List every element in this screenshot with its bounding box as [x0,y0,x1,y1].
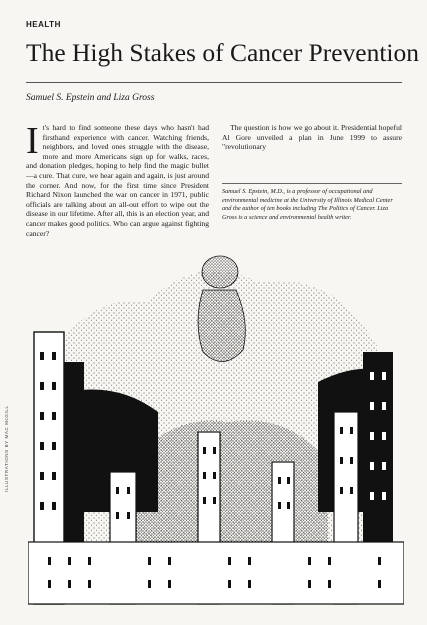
byline: Samuel S. Epstein and Liza Gross [26,93,155,103]
figure-in-smoke [198,256,245,362]
paragraph-2: The question is how we go about it. Presidential hopeful Al Gore unveiled a plan in June 1999 to assure "revolutionary [222,123,402,152]
illustration-credit: ILLUSTRATIONS BY MAC McGILL [4,405,9,492]
section-label: HEALTH [26,20,61,29]
article-body-col2 [222,123,402,152]
paragraph-1: t's hard to find someone these days who hasn't had firsthand experience with cancer. Watching friends, neighbors, and loved ones struggle with the disease, more and more Americans sign up for walks, races, and donation pledges, hoping to help find the magic bullet—a cure. That cure, we hear again and again, is just around the corner. And now, for the first time since President Richard Nixon launched the war on cancer in 1971, public officials are talking about an all-out effort to wipe out the disease in our lifetime. After all, this is an election year, and cancer makes good politics. Who can argue against fighting cancer? [26,123,209,238]
headline: The High Stakes of Cancer Prevention [26,38,420,67]
drop-cap: I [26,120,39,162]
headline-rule [26,82,402,83]
author-note-rule [222,183,402,184]
author-note: Samuel S. Epstein, M.D., is a professor of occupational and environmental medicine at the University of Illinois Medical Center and the author of ten books including The Politics of Cancer. Liza Gross is a science and environmental health writer. [222,188,393,221]
smoke-mass [128,420,328,542]
city-cancer-illustration [28,212,404,612]
